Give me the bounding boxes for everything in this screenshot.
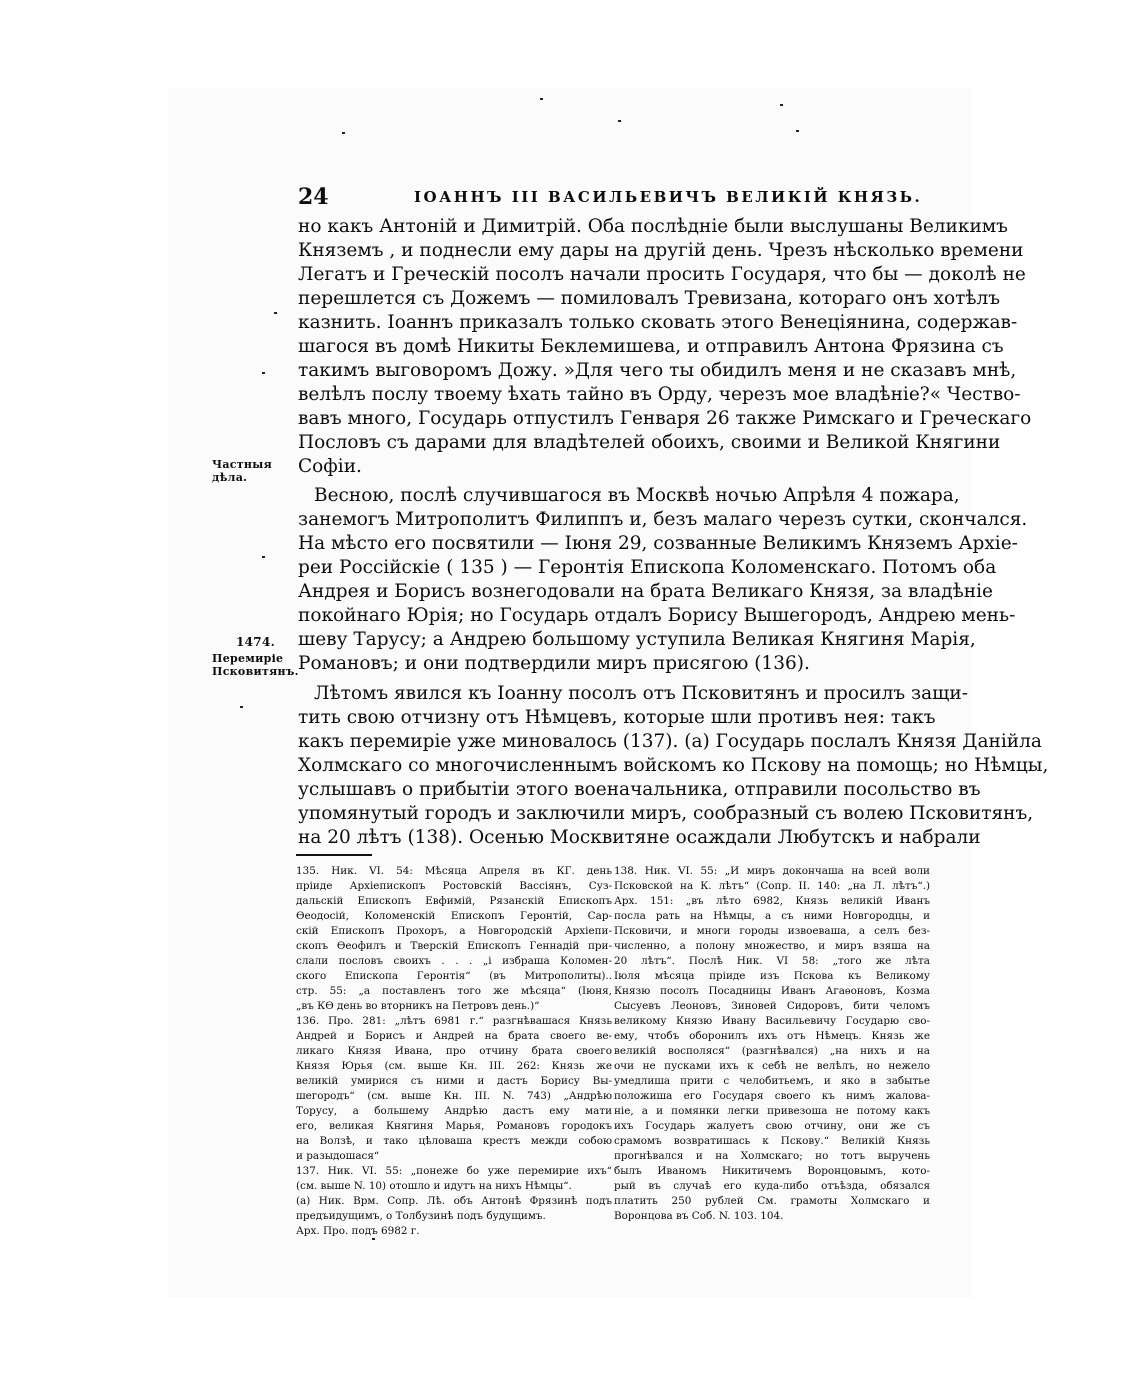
body-line: Княземъ , и поднесли ему дары на другій день. Чрезъ нѣсколько времени (298, 240, 1024, 261)
footnote-line: предъидущимъ, о Толбузинѣ подъ будущимъ. (296, 1210, 546, 1222)
footnote-line: ніе, а и помянки легки привезоша не потому какъ (614, 1105, 930, 1117)
footnote-line: Воронцова въ Соб. N. 103. 104. (614, 1210, 784, 1222)
page-number: 24 (298, 184, 329, 210)
footnote-line: на Волзѣ, и тако цѣловаша крестъ межди собою (296, 1135, 612, 1147)
footnote-line: 136. Про. 281: „лѣтъ 6981 г.“ разгнѣвашася Князь (296, 1015, 612, 1027)
body-line: тить свою отчизну отъ Нѣмцевъ, которые шли противъ нея: такъ (298, 707, 936, 728)
footnote-line: „въ КѲ день во вторникъ на Петровъ день.)“ (296, 1000, 540, 1012)
footnote-line: очи не пусками ихъ к себѣ не велѣлъ, но нежело (614, 1060, 930, 1072)
scan-speck (540, 98, 543, 100)
footnote-line: срамомъ возвратишась к Пскову.“ Великій Князь (614, 1135, 930, 1147)
footnote-line: прогнѣвался и на Холмскаго; но тотъ выручень (614, 1150, 930, 1162)
footnote-separator (296, 854, 372, 856)
body-line: шеву Тарусу; а Андрею большому уступила Великая Княгиня Марія, (298, 629, 976, 650)
scan-speck (262, 556, 265, 558)
body-line: упомянутый городъ и заключили миръ, сообразный съ волею Псковитянъ, (298, 803, 1034, 824)
footnote-line: 137. Ник. VI. 55: „понеже бо уже перемирие ихъ“ (296, 1165, 612, 1177)
footnote-line: скопъ Ѳеофилъ и Тверскій Епископъ Геннадій при- (296, 940, 612, 952)
footnote-line: ему, чтобъ оборонилъ ихъ отъ Нѣмецъ. Князь же (614, 1030, 930, 1042)
footnote-line: Андрей и Борисъ и Андрей на брата своего ве- (296, 1030, 612, 1042)
footnote-line: численно, а полону множество, и миръ взяша на (614, 940, 930, 952)
scan-speck (240, 706, 243, 708)
body-line: Весною, послѣ случившагося въ Москвѣ ночью Апрѣля 4 пожара, (314, 485, 960, 506)
footnote-line: слали пословъ своихъ . . . „і избраша Коломен- (296, 955, 612, 967)
body-line: Андрея и Борисъ вознегодовали на брата Великаго Князя, за владѣніе (298, 581, 993, 602)
footnote-line: (а) Ник. Врм. Сопр. Лѣ. объ Антонѣ Фрязинѣ подъ (296, 1195, 612, 1207)
footnote-line: (см. выше N. 10) отошло и идутъ на нихъ Нѣмцы“. (296, 1180, 572, 1192)
body-line: вавъ много, Государь отпустилъ Генваря 26 также Римскаго и Греческаго (298, 408, 1032, 429)
scan-speck (780, 104, 783, 106)
footnote-line: скій Епископъ Прохоръ, а Новгородскій Архіепи- (296, 925, 612, 937)
margin-note-line: Частныя (212, 458, 272, 471)
scan-speck (342, 132, 345, 134)
margin-note-truce (212, 635, 299, 678)
margin-note-line: дѣла. (212, 471, 248, 484)
footnote-line: Торусу, а большему Андрѣю дастъ ему мати (296, 1105, 612, 1117)
footnote-line: дальскій Епископъ Евфимій, Рязанскій Епископъ (296, 895, 612, 907)
footnote-line: шегородъ“ (см. выше Кн. III. N. 743) „Андрѣю (296, 1090, 612, 1102)
footnote-line: пріиде Архіепископъ Ростовскій Вассіянъ, Суз- (296, 880, 612, 892)
footnote-line: Князю посолъ Посадницы Иванъ Агаѳоновъ, Козма (614, 985, 930, 997)
running-title: ІОАННЪ III ВАСИЛЬЕВИЧЪ ВЕЛИКІЙ КНЯЗЬ. (414, 188, 923, 206)
footnote-line: Арх. Про. подъ 6982 г. (296, 1225, 420, 1237)
footnote-line: Псковичи, и многи городы извоеваша, а селъ без- (614, 925, 930, 937)
body-line: На мѣсто его посвятили — Іюня 29, созванные Великимъ Княземъ Архіе- (298, 533, 1018, 554)
body-line: покойнаго Юрія; но Государь отдалъ Борису Вышегородъ, Андрею мень- (298, 605, 1016, 626)
footnote-line: Арх. 151: „въ лѣто 6982, Князь великій Иванъ (614, 895, 930, 907)
body-line: но какъ Антоній и Димитрій. Оба послѣдніе были выслушаны Великимъ (298, 216, 1008, 237)
margin-note-private-affairs (212, 458, 296, 484)
footnote-line: платить 250 рублей См. грамоты Холмскаго и (614, 1195, 930, 1207)
scan-speck (796, 130, 799, 132)
footnote-line: положиша его Государя своего къ нимъ жалова- (614, 1090, 930, 1102)
scan-speck (262, 372, 265, 374)
margin-note-line: Псковитянъ. (212, 665, 299, 678)
footnote-line: Іюля мѣсяца пріиде изъ Пскова къ Великому (614, 970, 930, 982)
body-line: какъ перемиріе уже миновалось (137). (а) Государь послалъ Князя Данійла (298, 731, 1042, 752)
footnote-line: рый въ случаѣ его куда-либо отъѣзда, обязался (614, 1180, 930, 1192)
footnote-line: и разыдошася“ (296, 1150, 380, 1162)
footnote-line: ихъ Государь жалуетъ свою отчину, они же съ (614, 1120, 930, 1132)
footnote-line: великому Князю Ивану Васильевичу Государю сво- (614, 1015, 930, 1027)
body-line: услышавъ о прибытіи этого военачальника, отправили посольство въ (298, 779, 981, 800)
footnote-line: 138. Ник. VI. 55: „И миръ докончаша на всей воли (614, 865, 930, 877)
body-line: Романовъ; и они подтвердили миръ присягою (136). (298, 653, 810, 674)
body-line: Софіи. (298, 456, 362, 477)
footnote-line: великій восполяся“ (разгнѣвался) „на нихъ и на (614, 1045, 930, 1057)
body-line: Лѣтомъ явился къ Іоанну посолъ отъ Псковитянъ и просилъ защи- (314, 683, 968, 704)
margin-note-year: 1474. (236, 635, 276, 649)
body-line: казнить. Іоаннъ приказалъ только сковать этого Венеціянина, содержав- (298, 312, 1018, 333)
body-line: Пословъ съ дарами для владѣтелей обоихъ, своими и Великой Княгини (298, 432, 1001, 453)
footnote-line: ского Епископа Геронтія“ (въ Митрополиты).. (296, 970, 612, 982)
body-line: перешлется съ Дожемъ — помиловалъ Тревизана, котораго онъ хотѣлъ (298, 288, 1000, 309)
scan-speck (618, 120, 621, 122)
footnote-line: Князя Юрья (см. выше Кн. III. 262: Князь же (296, 1060, 612, 1072)
body-line: такимъ выговоромъ Дожу. »Для чего ты обидилъ меня и не сказавъ мнѣ, (298, 360, 1017, 381)
footnote-line: стр. 55: „а поставленъ того же мѣсяца“ (Іюня, (296, 985, 612, 997)
body-line: шагося въ домѣ Никиты Беклемишева, и отправилъ Антона Фрязина съ (298, 336, 1004, 357)
body-line: Легатъ и Греческій посолъ начали просить Государя, что бы — доколѣ не (298, 264, 1026, 285)
scan-speck (274, 312, 277, 314)
margin-note-line: Перемиріе (212, 652, 284, 665)
footnote-line: 135. Ник. VI. 54: Мѣсяца Апреля въ КГ. день (296, 865, 612, 877)
body-line: на 20 лѣтъ (138). Осенью Москвитяне осаждали Любутскъ и набрали (298, 827, 981, 848)
footnote-line: ликаго Князя Ивана, про отчину брата своего (296, 1045, 612, 1057)
footnote-line: былъ Иваномъ Никитичемъ Воронцовымъ, кото- (614, 1165, 930, 1177)
footnote-line: 20 лѣтъ“. Послѣ Ник. VI 58: „того же лѣта (614, 955, 930, 967)
footnote-line: его, великая Княгиня Марья, Романовъ городокъ (296, 1120, 612, 1132)
body-line: реи Россійскіе ( 135 ) — Геронтія Епископа Коломенскаго. Потомъ оба (298, 557, 997, 578)
footnote-line: Ѳеодосій, Коломенскій Епископъ Геронтій, Сар- (296, 910, 612, 922)
footnote-line: умедлиша прити с челобитьемъ, и яко в забытье (614, 1075, 930, 1087)
footnote-line: Псковской на К. лѣтъ“ (Сопр. II. 140: „на Л. лѣтъ“.) (614, 880, 930, 892)
footnote-line: посла рать на Нѣмцы, а съ ними Новгородцы, и (614, 910, 930, 922)
body-line: Холмскаго со многочисленнымъ войскомъ ко Пскову на помощь; но Нѣмцы, (298, 755, 1049, 776)
footnote-line: Сысуевъ Леоновъ, Зиновей Сидоровъ, бити челомъ (614, 1000, 930, 1012)
footnote-line: великій умирися съ ними и дастъ Борису Вы- (296, 1075, 612, 1087)
body-line: занемогъ Митрополитъ Филиппъ и, безъ малаго черезъ сутки, скончался. (298, 509, 1028, 530)
body-line: велѣлъ послу твоему ѣхать тайно въ Орду, черезъ мое владѣніе?« Чество- (298, 384, 1021, 405)
